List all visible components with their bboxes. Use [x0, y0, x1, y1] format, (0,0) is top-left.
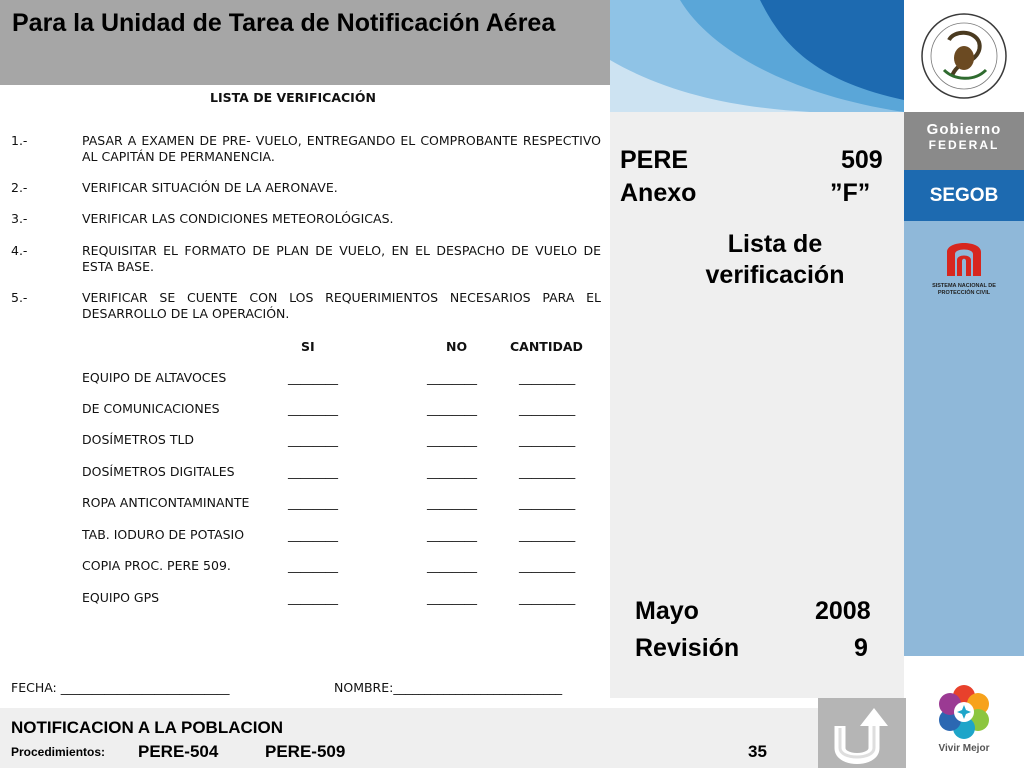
- cantidad-blank: _________: [519, 558, 576, 573]
- anexo-label: Anexo: [620, 179, 697, 207]
- document-title: LISTA DE VERIFICACIÓN: [210, 90, 376, 105]
- section-title: Lista de verificación: [705, 230, 845, 289]
- procedimientos-label: Procedimientos:: [11, 745, 106, 759]
- equipment-row: [82, 401, 602, 417]
- no-blank: ________: [427, 495, 477, 510]
- equipment-row: [82, 558, 602, 574]
- gobierno-label: Gobierno: [926, 121, 1002, 138]
- title-bar: [0, 0, 610, 85]
- proteccion-civil-logo: [918, 236, 1010, 306]
- cantidad-blank: _________: [519, 401, 576, 416]
- cantidad-blank: _________: [519, 464, 576, 479]
- column-no: NO: [446, 339, 468, 354]
- no-blank: ________: [427, 401, 477, 416]
- item-number: 5.-: [11, 290, 28, 305]
- footer: [0, 708, 904, 768]
- procedure-link-pere-504[interactable]: PERE-504: [138, 742, 219, 761]
- equipment-row: [82, 432, 602, 448]
- date-year: 2008: [815, 597, 871, 625]
- si-blank: ________: [288, 527, 338, 542]
- vivir-mejor-label: Vivir Mejor: [938, 743, 990, 754]
- pc-label-line1: SISTEMA NACIONAL DE: [932, 283, 996, 289]
- pc-label-line2: PROTECCIÓN CIVIL: [937, 290, 991, 296]
- item-text: VERIFICAR SITUACIÓN DE LA AERONAVE.: [82, 180, 338, 195]
- page-number: 35: [748, 742, 767, 761]
- mexican-seal-icon: [904, 0, 1024, 112]
- equipment-label: COPIA PROC. PERE 509.: [82, 558, 231, 573]
- si-blank: ________: [288, 590, 338, 605]
- equipment-row: [82, 464, 602, 480]
- item-text: PASAR A EXAMEN DE PRE- VUELO, ENTREGANDO EL COMPROBANTE RESPECTIVO AL CAPITÁN DE PERMANENCIA.: [82, 133, 601, 164]
- equipment-label: DOSÍMETROS DIGITALES: [82, 464, 235, 479]
- si-blank: ________: [288, 558, 338, 573]
- procedure-link-pere-509[interactable]: PERE-509: [265, 742, 346, 761]
- equipment-row: [82, 495, 602, 511]
- cantidad-blank: _________: [519, 432, 576, 447]
- no-blank: ________: [427, 558, 477, 573]
- column-cantidad: CANTIDAD: [510, 339, 583, 354]
- si-blank: ________: [288, 464, 338, 479]
- proteccion-civil-icon: [939, 236, 989, 278]
- revision-label: Revisión: [635, 634, 740, 662]
- footer-title: NOTIFICACION A LA POBLACION: [11, 718, 283, 737]
- si-blank: ________: [288, 370, 338, 385]
- no-blank: ________: [427, 527, 477, 542]
- pere-label: PERE: [620, 146, 689, 174]
- si-blank: ________: [288, 401, 338, 416]
- equipment-row: [82, 590, 602, 606]
- cantidad-blank: _________: [519, 527, 576, 542]
- item-text: VERIFICAR SE CUENTE CON LOS REQUERIMIENTOS NECESARIOS PARA EL DESARROLLO DE LA OPERACIÓN.: [82, 290, 601, 321]
- cantidad-blank: _________: [519, 495, 576, 510]
- si-blank: ________: [288, 495, 338, 510]
- equipment-label: ROPA ANTICONTAMINANTE: [82, 495, 250, 510]
- item-text: REQUISITAR EL FORMATO DE PLAN DE VUELO, EN EL DESPACHO DE VUELO DE ESTA BASE.: [82, 243, 601, 274]
- page-title: Para la Unidad de Tarea de Notificación Aérea: [12, 9, 556, 37]
- federal-label: FEDERAL: [928, 138, 1000, 152]
- nombre-field: NOMBRE:___________________________: [334, 680, 563, 695]
- item-number: 2.-: [11, 180, 28, 195]
- equipment-label: EQUIPO GPS: [82, 590, 160, 605]
- checklist-document: [0, 85, 610, 708]
- equipment-row: [82, 370, 602, 386]
- no-blank: ________: [427, 432, 477, 447]
- column-si: SI: [301, 339, 315, 354]
- fecha-field: FECHA: ___________________________: [11, 680, 230, 695]
- no-blank: ________: [427, 590, 477, 605]
- return-button[interactable]: [818, 698, 906, 768]
- cantidad-blank: _________: [519, 590, 576, 605]
- item-number: 4.-: [11, 243, 28, 258]
- no-blank: ________: [427, 370, 477, 385]
- equipment-label: TAB. IODURO DE POTASIO: [82, 527, 245, 542]
- cantidad-blank: _________: [519, 370, 576, 385]
- equipment-label: EQUIPO DE ALTAVOCES: [82, 370, 227, 385]
- seal-container: [904, 0, 1024, 112]
- revision-value: 9: [854, 634, 868, 662]
- date-label: Mayo: [635, 597, 699, 625]
- return-arrow-icon: [818, 698, 906, 768]
- anexo-value: ”F”: [830, 179, 871, 207]
- no-blank: ________: [427, 464, 477, 479]
- pere-value: 509: [841, 146, 883, 174]
- item-text: VERIFICAR LAS CONDICIONES METEOROLÓGICAS.: [82, 211, 394, 226]
- decorative-wave: [610, 0, 904, 112]
- equipment-row: [82, 527, 602, 543]
- equipment-label: DOSÍMETROS TLD: [82, 432, 195, 447]
- equipment-label: DE COMUNICACIONES: [82, 401, 220, 416]
- segob-logo: SEGOB: [904, 170, 1024, 221]
- si-blank: ________: [288, 432, 338, 447]
- gobierno-federal-logo: [904, 112, 1024, 170]
- item-number: 3.-: [11, 211, 28, 226]
- item-number: 1.-: [11, 133, 28, 148]
